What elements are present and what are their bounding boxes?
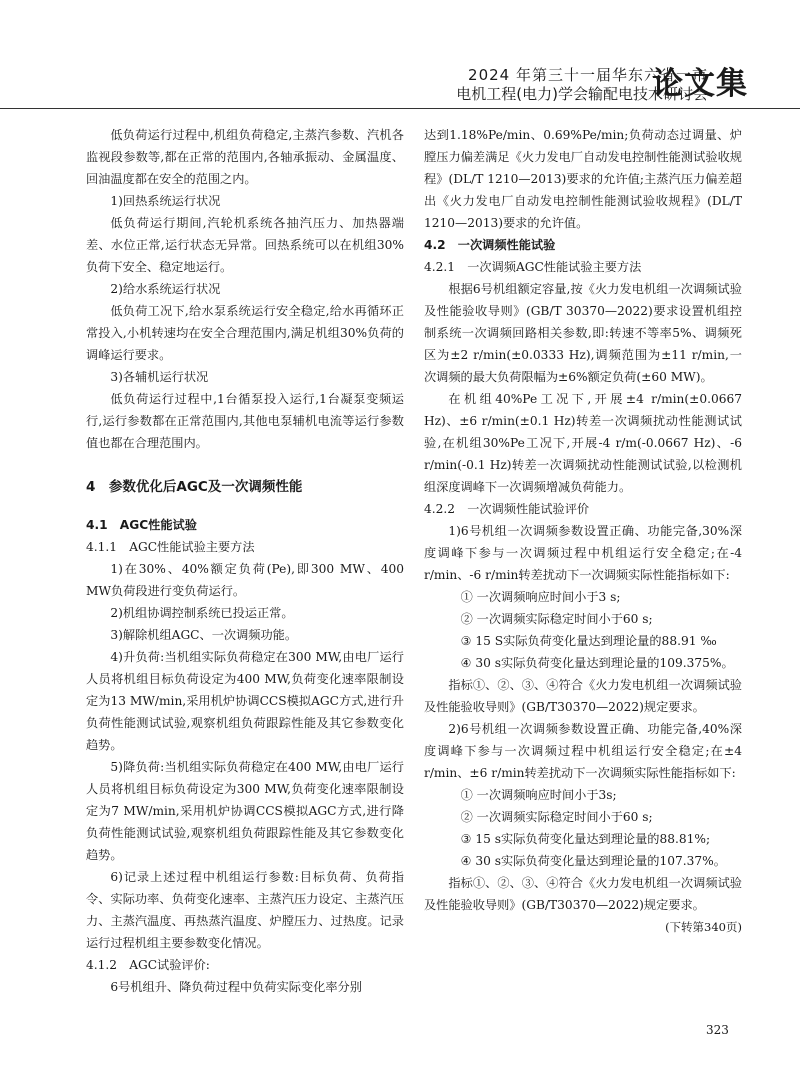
section-heading-4-1-1: 4.1.1 AGC性能试验主要方法: [86, 540, 255, 554]
paragraph: 2)6号机组一次调频参数设置正确、功能完备,40%深度调峰下参与一次调频过程中机组运行安全稳定;在±4 r/min、±6 r/min转差扰动下一次调频实际性能指标如下:: [424, 722, 742, 780]
section-heading-4-1-2: 4.1.2 AGC试验评价:: [86, 958, 210, 972]
section-heading-4-2: 4.2 一次调频性能试验: [424, 238, 556, 252]
conference-line-1: 2024 年第三十一届华东六省一市: [468, 66, 708, 84]
paragraph: 低负荷工况下,给水泵系统运行安全稳定,给水再循环正常投入,小机转速均在安全合理范围内,满足机组30%负荷的调峰运行要求。: [86, 304, 404, 362]
list-item: ③ 15 S实际负荷变化量达到理论量的88.91 ‰: [460, 634, 717, 648]
proceedings-title: 论文集: [652, 66, 748, 102]
paragraph: 1)6号机组一次调频参数设置正确、功能完备,30%深度调峰下参与一次调频过程中机组运行安全稳定;在-4 r/min、-6 r/min转差扰动下一次调频实际性能指标如下:: [424, 524, 742, 582]
paragraph: 根据6号机组额定容量,按《火力发电机组一次调频试验及性能验收导则》(GB/T 30370—2022)要求设置机组控制系统一次调频回路相关参数,即:转速不等率5%、调频死区为±2 r/min(±0.0333 Hz),调频范围为±11 r/min,一次调频的最大负荷限幅为±6%额定负荷(±60 MW)。: [424, 282, 742, 384]
paragraph: 指标①、②、③、④符合《火力发电机组一次调频试验及性能验收导则》(GB/T30370—2022)规定要求。: [424, 678, 742, 714]
section-heading-4-1: 4.1 AGC性能试验: [86, 518, 197, 532]
list-item: ④ 30 s实际负荷变化量达到理论量的109.375%。: [460, 656, 734, 670]
paragraph: 指标①、②、③、④符合《火力发电机组一次调频试验及性能验收导则》(GB/T30370—2022)规定要求。: [424, 876, 742, 912]
paragraph: 6号机组升、降负荷过程中负荷实际变化率分别: [110, 980, 362, 994]
page-header: [0, 0, 800, 110]
paragraph: 4)升负荷:当机组实际负荷稳定在300 MW,由电厂运行人员将机组目标负荷设定为400 MW,负荷变化速率限制设定为13 MW/min,采用机炉协调CCS模拟AGC方式,进行升负荷性能测试试验,观察机组负荷跟踪性能及其它参数变化趋势。: [86, 650, 404, 752]
list-item: ② 一次调频实际稳定时间小于60 s;: [460, 810, 653, 824]
paragraph: 3)解除机组AGC、一次调频功能。: [110, 628, 298, 642]
list-item: ① 一次调频响应时间小于3 s;: [460, 590, 621, 604]
right-column: [424, 124, 742, 938]
paragraph: 在机组40%Pe工况下,开展±4 r/min(±0.0667 Hz)、±6 r/min(±0.1 Hz)转差一次调频扰动性能测试试验,在机组30%Pe工况下,开展-4 r/m(-0.0667 Hz)、-6 r/min(-0.1 Hz)转差一次调频扰动性能测试试验,以检测机组深度调峰下一次调频增减负荷能力。: [424, 392, 742, 494]
subheading: 2)给水系统运行状况: [110, 282, 221, 296]
list-item: ③ 15 s实际负荷变化量达到理论量的88.81%;: [460, 832, 711, 846]
page-number: 323: [706, 1023, 729, 1037]
section-heading-4: 4 参数优化后AGC及一次调频性能: [86, 479, 303, 495]
paragraph: 2)机组协调控制系统已投运正常。: [110, 606, 294, 620]
list-item: ② 一次调频实际稳定时间小于60 s;: [460, 612, 653, 626]
subheading: 3)各辅机运行状况: [110, 370, 209, 384]
conference-line-2: 电机工程(电力)学会输配电技术研讨会: [456, 85, 708, 103]
list-item: ① 一次调频响应时间小于3s;: [460, 788, 617, 802]
left-column: [86, 124, 404, 998]
paragraph: 6)记录上述过程中机组运行参数:目标负荷、负荷指令、实际功率、负荷变化速率、主蒸汽压力设定、主蒸汽压力、主蒸汽温度、再热蒸汽温度、炉膛压力、过热度。记录运行过程机组主要参数变化情况。: [86, 870, 404, 950]
section-heading-4-2-2: 4.2.2 一次调频性能试验评价: [424, 502, 590, 516]
paragraph: 低负荷运行过程中,1台循泵投入运行,1台凝泵变频运行,运行参数都在正常范围内,其他电泵辅机电流等运行参数值也都在合理范围内。: [86, 392, 404, 450]
list-item: ④ 30 s实际负荷变化量达到理论量的107.37%。: [460, 854, 726, 868]
continued-note: (下转第340页): [665, 920, 742, 934]
paragraph: 1)在30%、40%额定负荷(Pe),即300 MW、400 MW负荷段进行变负荷运行。: [86, 562, 404, 598]
paragraph: 5)降负荷:当机组实际负荷稳定在400 MW,由电厂运行人员将机组目标负荷设定为300 MW,负荷变化速率限制设定为7 MW/min,采用机炉协调CCS模拟AGC方式,进行降负荷性能测试试验,观察机组负荷跟踪性能及其它参数变化趋势。: [86, 760, 404, 862]
header-rule: [0, 108, 800, 109]
subheading: 1)回热系统运行状况: [110, 194, 221, 208]
paragraph: 达到1.18%Pe/min、0.69%Pe/min;负荷动态过调量、炉膛压力偏差满足《火力发电厂自动发电控制性能测试验收规程》(DL/T 1210—2013)要求的允许值;主蒸汽压力偏差超出《火力发电厂自动发电控制性能测试验收规程》(DL/T 1210—2013)要求的允许值。: [424, 128, 742, 230]
paragraph: 低负荷运行过程中,机组负荷稳定,主蒸汽参数、汽机各监视段参数等,都在正常的范围内,各轴承振动、金属温度、回油温度都在安全的范围之内。: [86, 128, 404, 186]
paragraph: 低负荷运行期间,汽轮机系统各抽汽压力、加热器端差、水位正常,运行状态无异常。回热系统可以在机组30%负荷下安全、稳定地运行。: [86, 216, 404, 274]
section-heading-4-2-1: 4.2.1 一次调频AGC性能试验主要方法: [424, 260, 642, 274]
